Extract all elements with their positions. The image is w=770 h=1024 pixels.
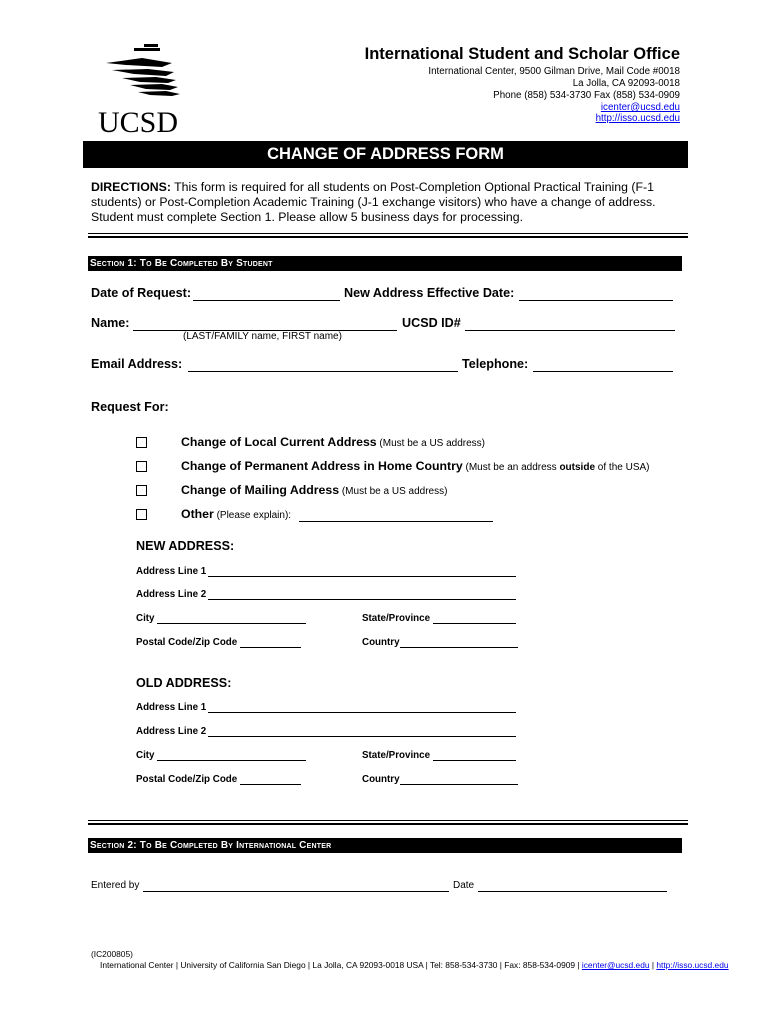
office-title: International Student and Scholar Office xyxy=(364,45,680,63)
old-address-line1-field[interactable] xyxy=(208,700,516,713)
footer-email-link[interactable]: icenter@ucsd.edu xyxy=(581,960,650,970)
mailing-address-checkbox[interactable] xyxy=(136,485,147,496)
divider xyxy=(88,820,688,821)
new-address-line2-field[interactable] xyxy=(208,587,516,600)
new-address-heading: NEW ADDRESS: xyxy=(136,539,235,553)
email-field[interactable] xyxy=(188,356,458,372)
ucsd-id-field[interactable] xyxy=(465,315,675,331)
form-code: (IC200805) xyxy=(91,949,133,959)
divider xyxy=(88,233,688,234)
telephone-field[interactable] xyxy=(533,356,673,372)
old-address-line2-label: Address Line 2 xyxy=(136,726,207,737)
office-phone: Phone (858) 534-3730 Fax (858) 534-0909 xyxy=(493,90,680,101)
old-address-line1-label: Address Line 1 xyxy=(136,702,207,713)
new-postal-field[interactable] xyxy=(240,635,301,648)
ucsd-logo xyxy=(96,44,214,136)
old-address-heading: OLD ADDRESS: xyxy=(136,676,232,690)
request-for-label: Request For: xyxy=(91,400,169,414)
option-mailing-address: Change of Mailing Address (Must be a US address) xyxy=(181,483,448,497)
logo-wordmark: UCSD xyxy=(98,106,179,136)
office-address: International Center, 9500 Gilman Drive, Mail Code #0018 xyxy=(428,66,680,77)
section1-header: Section 1: To Be Completed By Student xyxy=(88,256,682,271)
old-state-field[interactable] xyxy=(433,748,516,761)
footer-line: International Center | University of California San Diego | La Jolla, CA 92093-0018 USA | Tel: 858-534-3730 | Fax: 858-534-0909 | icenter@ucsd.edu | http://isso.ucsd.edu xyxy=(100,960,729,970)
directions-label: DIRECTIONS: xyxy=(91,180,171,194)
directions-text: This form is required for all students on Post-Completion Optional Practical Training (F-1 students) or Post-Completion Academic Training (J-1 exchange visitors) who have a change of address. Student must complete Section 1. Please allow 5 business days for processing. xyxy=(91,180,656,225)
new-city-label: City xyxy=(136,613,155,624)
effective-date-label: New Address Effective Date: xyxy=(344,286,515,300)
divider xyxy=(88,236,688,238)
directions xyxy=(91,180,681,226)
old-postal-field[interactable] xyxy=(240,772,301,785)
new-address-line2-label: Address Line 2 xyxy=(136,589,207,600)
new-state-field[interactable] xyxy=(433,611,516,624)
option-permanent-address: Change of Permanent Address in Home Country (Must be an address outside of the USA) xyxy=(181,459,650,473)
telephone-label: Telephone: xyxy=(462,357,529,371)
other-checkbox[interactable] xyxy=(136,509,147,520)
new-address-line1-label: Address Line 1 xyxy=(136,566,207,577)
office-email-link[interactable]: icenter@ucsd.edu xyxy=(600,102,680,113)
option-local-address: Change of Local Current Address (Must be a US address) xyxy=(181,435,486,449)
form-title: CHANGE OF ADDRESS FORM xyxy=(83,141,688,168)
name-hint: (LAST/FAMILY name, FIRST name) xyxy=(183,331,342,342)
office-website-link[interactable]: http://isso.ucsd.edu xyxy=(595,113,680,124)
divider xyxy=(88,823,688,825)
old-country-field[interactable] xyxy=(400,772,518,785)
option-other: Other (Please explain): xyxy=(181,507,292,521)
new-country-label: Country xyxy=(362,637,400,648)
new-city-field[interactable] xyxy=(157,611,306,624)
entered-by-field[interactable] xyxy=(143,879,449,892)
new-address-line1-field[interactable] xyxy=(208,564,516,577)
old-country-label: Country xyxy=(362,774,400,785)
name-label: Name: xyxy=(91,316,130,330)
permanent-address-checkbox[interactable] xyxy=(136,461,147,472)
new-postal-label: Postal Code/Zip Code xyxy=(136,637,238,648)
section2-header: Section 2: To Be Completed By International Center xyxy=(88,838,682,853)
date-of-request-label: Date of Request: xyxy=(91,286,192,300)
old-address-line2-field[interactable] xyxy=(208,724,516,737)
section2-date-field[interactable] xyxy=(478,879,667,892)
section2-date-label: Date xyxy=(453,880,475,891)
office-city: La Jolla, CA 92093-0018 xyxy=(572,78,680,89)
new-country-field[interactable] xyxy=(400,635,518,648)
old-city-field[interactable] xyxy=(157,748,306,761)
ucsd-id-label: UCSD ID# xyxy=(402,316,461,330)
footer-website-link[interactable]: http://isso.ucsd.edu xyxy=(656,960,729,970)
other-explain-field[interactable] xyxy=(299,506,493,522)
new-state-label: State/Province xyxy=(362,613,431,624)
old-city-label: City xyxy=(136,750,155,761)
name-field[interactable] xyxy=(133,315,397,331)
date-of-request-field[interactable] xyxy=(193,285,340,301)
entered-by-label: Entered by xyxy=(91,880,140,891)
effective-date-field[interactable] xyxy=(519,285,673,301)
old-state-label: State/Province xyxy=(362,750,431,761)
old-postal-label: Postal Code/Zip Code xyxy=(136,774,238,785)
email-label: Email Address: xyxy=(91,357,183,371)
local-address-checkbox[interactable] xyxy=(136,437,147,448)
